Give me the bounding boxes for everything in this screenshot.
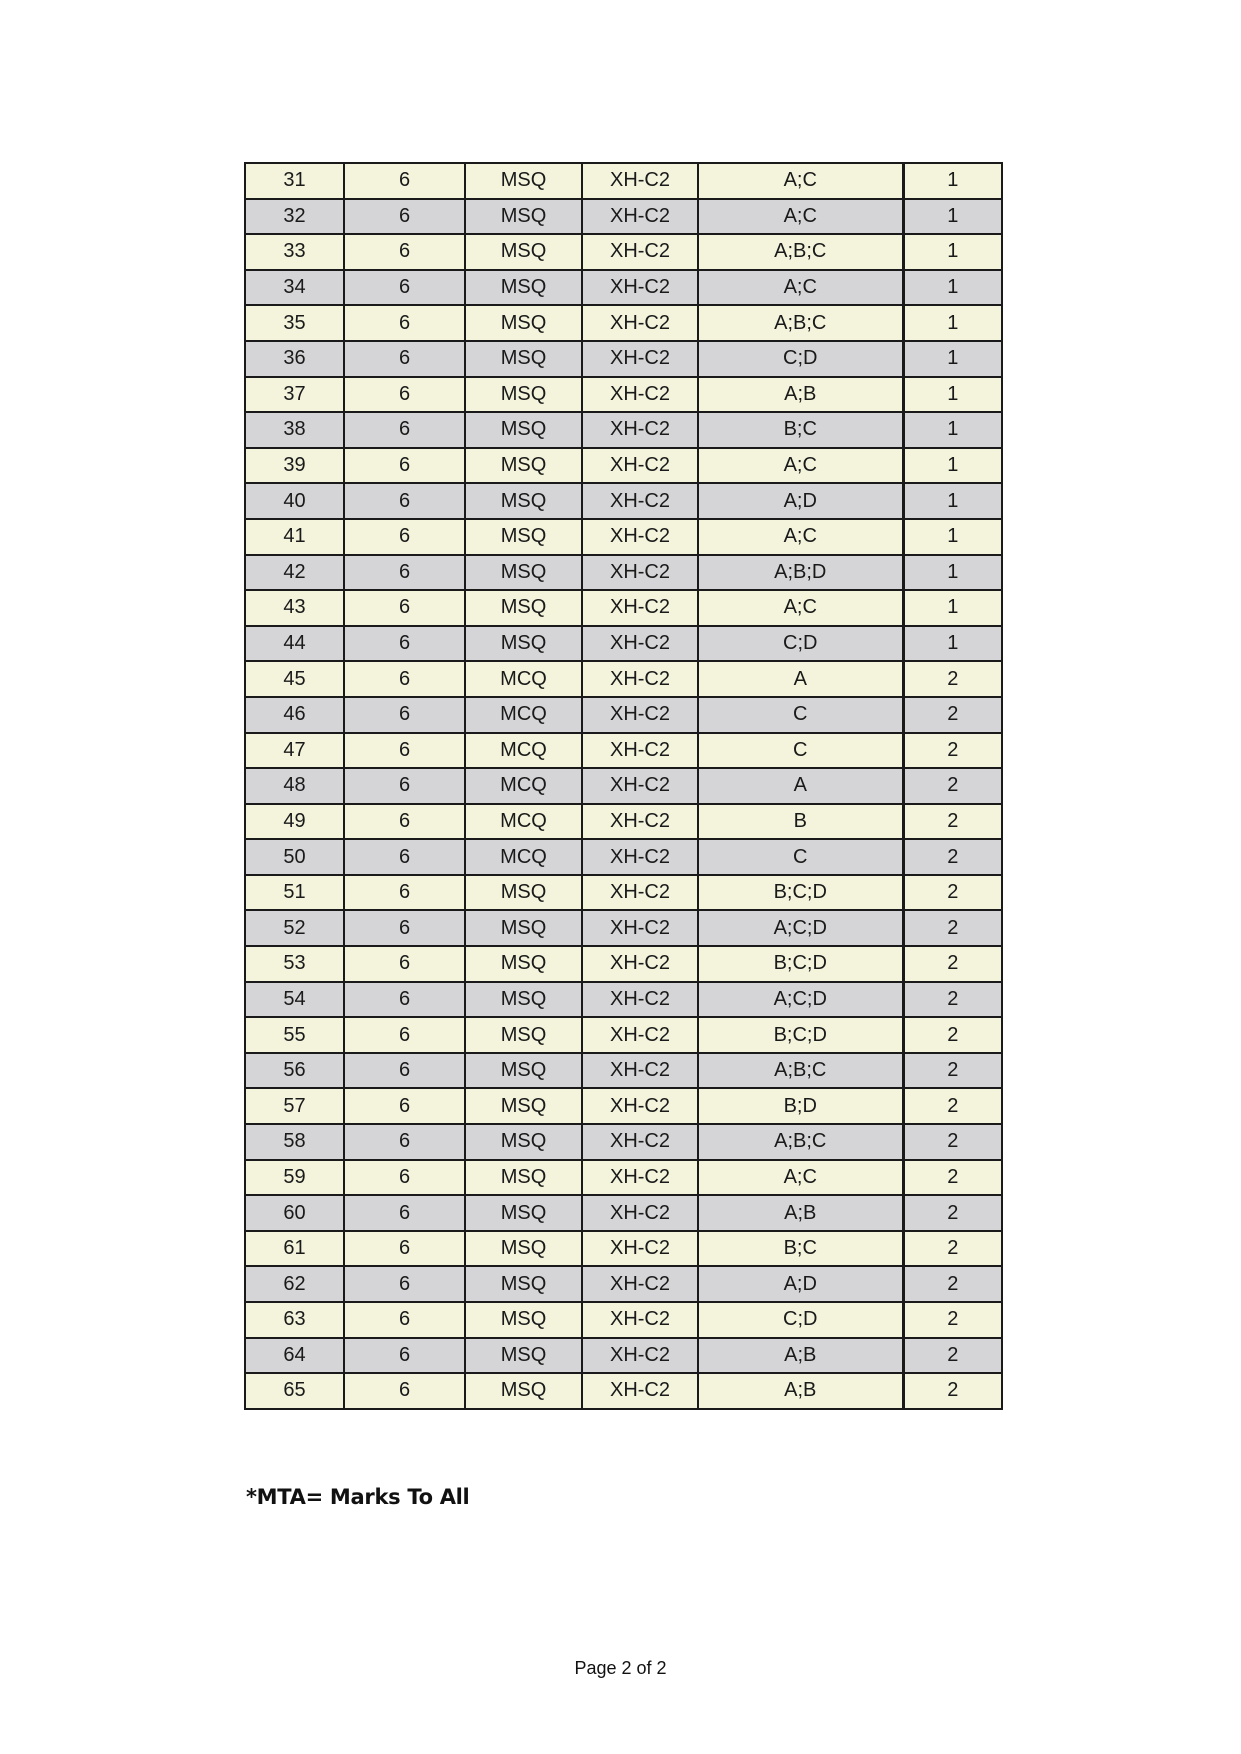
table-row	[245, 626, 1002, 662]
answer-key-cell: A;B;C	[698, 305, 903, 341]
marks-cell: 1	[903, 519, 1002, 555]
question-number-cell: 57	[245, 1088, 344, 1124]
answer-key-cell: B;D	[698, 1088, 903, 1124]
question-number-cell: 35	[245, 305, 344, 341]
section-cell: 6	[344, 1302, 465, 1338]
question-type-cell: MSQ	[465, 1373, 582, 1409]
question-number-cell: 42	[245, 555, 344, 591]
marks-cell: 2	[903, 910, 1002, 946]
question-number-cell: 31	[245, 163, 344, 199]
paper-code-cell: XH-C2	[582, 1266, 698, 1302]
answer-key-cell: A;B	[698, 377, 903, 413]
paper-code-cell: XH-C2	[582, 590, 698, 626]
section-cell: 6	[344, 626, 465, 662]
question-number-cell: 38	[245, 412, 344, 448]
answer-key-cell: B;C	[698, 412, 903, 448]
paper-code-cell: XH-C2	[582, 305, 698, 341]
table-row	[245, 1053, 1002, 1089]
table-row	[245, 234, 1002, 270]
question-type-cell: MSQ	[465, 1338, 582, 1374]
marks-cell: 2	[903, 1017, 1002, 1053]
answer-key-cell: B;C	[698, 1231, 903, 1267]
marks-cell: 1	[903, 448, 1002, 484]
question-type-cell: MSQ	[465, 1195, 582, 1231]
table-row	[245, 839, 1002, 875]
question-number-cell: 46	[245, 697, 344, 733]
table-row	[245, 982, 1002, 1018]
question-type-cell: MSQ	[465, 1160, 582, 1196]
question-number-cell: 49	[245, 804, 344, 840]
table-row	[245, 590, 1002, 626]
section-cell: 6	[344, 270, 465, 306]
paper-code-cell: XH-C2	[582, 1017, 698, 1053]
table-row	[245, 1338, 1002, 1374]
question-type-cell: MSQ	[465, 1088, 582, 1124]
answer-key-cell: C	[698, 697, 903, 733]
question-number-cell: 62	[245, 1266, 344, 1302]
question-number-cell: 51	[245, 875, 344, 911]
question-number-cell: 37	[245, 377, 344, 413]
section-cell: 6	[344, 412, 465, 448]
question-number-cell: 39	[245, 448, 344, 484]
question-number-cell: 48	[245, 768, 344, 804]
question-type-cell: MSQ	[465, 1231, 582, 1267]
paper-code-cell: XH-C2	[582, 448, 698, 484]
paper-code-cell: XH-C2	[582, 412, 698, 448]
question-type-cell: MSQ	[465, 555, 582, 591]
section-cell: 6	[344, 199, 465, 235]
answer-key-cell: A;C	[698, 1160, 903, 1196]
section-cell: 6	[344, 1338, 465, 1374]
table-row	[245, 1302, 1002, 1338]
section-cell: 6	[344, 697, 465, 733]
question-type-cell: MSQ	[465, 910, 582, 946]
paper-code-cell: XH-C2	[582, 946, 698, 982]
question-number-cell: 47	[245, 733, 344, 769]
answer-key-cell: A;C	[698, 270, 903, 306]
answer-key-cell: A;B	[698, 1338, 903, 1374]
paper-code-cell: XH-C2	[582, 555, 698, 591]
marks-cell: 2	[903, 946, 1002, 982]
table-row	[245, 1231, 1002, 1267]
paper-code-cell: XH-C2	[582, 483, 698, 519]
paper-code-cell: XH-C2	[582, 1195, 698, 1231]
section-cell: 6	[344, 555, 465, 591]
section-cell: 6	[344, 946, 465, 982]
question-type-cell: MCQ	[465, 768, 582, 804]
question-type-cell: MCQ	[465, 733, 582, 769]
paper-code-cell: XH-C2	[582, 626, 698, 662]
question-type-cell: MSQ	[465, 163, 582, 199]
marks-cell: 1	[903, 626, 1002, 662]
marks-cell: 1	[903, 412, 1002, 448]
table-row	[245, 768, 1002, 804]
question-type-cell: MSQ	[465, 590, 582, 626]
paper-code-cell: XH-C2	[582, 234, 698, 270]
paper-code-cell: XH-C2	[582, 1124, 698, 1160]
section-cell: 6	[344, 1373, 465, 1409]
table-row	[245, 163, 1002, 199]
table-row	[245, 305, 1002, 341]
section-cell: 6	[344, 590, 465, 626]
answer-key-cell: B;C;D	[698, 1017, 903, 1053]
marks-cell: 2	[903, 768, 1002, 804]
question-type-cell: MCQ	[465, 804, 582, 840]
answer-key-cell: A;B;D	[698, 555, 903, 591]
answer-key-cell: B;C;D	[698, 875, 903, 911]
question-number-cell: 41	[245, 519, 344, 555]
section-cell: 6	[344, 163, 465, 199]
marks-cell: 1	[903, 305, 1002, 341]
marks-cell: 2	[903, 1302, 1002, 1338]
question-number-cell: 55	[245, 1017, 344, 1053]
marks-cell: 2	[903, 733, 1002, 769]
question-type-cell: MCQ	[465, 839, 582, 875]
section-cell: 6	[344, 768, 465, 804]
table-row	[245, 1373, 1002, 1409]
paper-code-cell: XH-C2	[582, 199, 698, 235]
section-cell: 6	[344, 1088, 465, 1124]
marks-cell: 2	[903, 1053, 1002, 1089]
section-cell: 6	[344, 448, 465, 484]
marks-cell: 2	[903, 661, 1002, 697]
table-row	[245, 661, 1002, 697]
question-type-cell: MSQ	[465, 626, 582, 662]
page-number: Page 2 of 2	[574, 1658, 667, 1678]
table-row	[245, 555, 1002, 591]
table-row	[245, 1195, 1002, 1231]
question-number-cell: 56	[245, 1053, 344, 1089]
answer-key-cell: A;B;C	[698, 234, 903, 270]
question-number-cell: 44	[245, 626, 344, 662]
marks-cell: 1	[903, 199, 1002, 235]
question-number-cell: 50	[245, 839, 344, 875]
table-row	[245, 199, 1002, 235]
answer-key-cell: A;C	[698, 163, 903, 199]
question-number-cell: 32	[245, 199, 344, 235]
paper-code-cell: XH-C2	[582, 661, 698, 697]
answer-key-cell: C	[698, 733, 903, 769]
section-cell: 6	[344, 1231, 465, 1267]
question-number-cell: 65	[245, 1373, 344, 1409]
table-row	[245, 377, 1002, 413]
footnote-mta: *MTA= Marks To All	[246, 1485, 470, 1509]
question-type-cell: MSQ	[465, 1053, 582, 1089]
answer-key-cell: A;D	[698, 483, 903, 519]
question-type-cell: MSQ	[465, 448, 582, 484]
marks-cell: 1	[903, 163, 1002, 199]
answer-key-cell: A	[698, 768, 903, 804]
table-row	[245, 697, 1002, 733]
answer-key-cell: B;C;D	[698, 946, 903, 982]
table-row	[245, 448, 1002, 484]
paper-code-cell: XH-C2	[582, 377, 698, 413]
marks-cell: 2	[903, 1124, 1002, 1160]
answer-key-table-body	[245, 163, 1002, 1409]
marks-cell: 1	[903, 270, 1002, 306]
question-type-cell: MSQ	[465, 199, 582, 235]
paper-code-cell: XH-C2	[582, 1338, 698, 1374]
paper-code-cell: XH-C2	[582, 1373, 698, 1409]
table-row	[245, 1088, 1002, 1124]
marks-cell: 2	[903, 697, 1002, 733]
section-cell: 6	[344, 839, 465, 875]
answer-key-cell: A;C	[698, 590, 903, 626]
answer-key-cell: A;C	[698, 199, 903, 235]
section-cell: 6	[344, 377, 465, 413]
paper-code-cell: XH-C2	[582, 163, 698, 199]
table-row	[245, 733, 1002, 769]
marks-cell: 2	[903, 1338, 1002, 1374]
question-number-cell: 59	[245, 1160, 344, 1196]
marks-cell: 2	[903, 1231, 1002, 1267]
answer-key-cell: A;B	[698, 1195, 903, 1231]
question-type-cell: MSQ	[465, 1266, 582, 1302]
section-cell: 6	[344, 341, 465, 377]
question-type-cell: MCQ	[465, 697, 582, 733]
paper-code-cell: XH-C2	[582, 875, 698, 911]
answer-key-table	[244, 162, 1003, 1410]
section-cell: 6	[344, 1266, 465, 1302]
answer-key-cell: A;D	[698, 1266, 903, 1302]
table-row	[245, 804, 1002, 840]
table-row	[245, 1017, 1002, 1053]
table-row	[245, 1266, 1002, 1302]
answer-key-cell: C;D	[698, 341, 903, 377]
paper-code-cell: XH-C2	[582, 1053, 698, 1089]
section-cell: 6	[344, 875, 465, 911]
table-row	[245, 946, 1002, 982]
question-type-cell: MCQ	[465, 661, 582, 697]
marks-cell: 2	[903, 1088, 1002, 1124]
section-cell: 6	[344, 234, 465, 270]
question-type-cell: MSQ	[465, 982, 582, 1018]
marks-cell: 1	[903, 555, 1002, 591]
question-type-cell: MSQ	[465, 270, 582, 306]
question-type-cell: MSQ	[465, 946, 582, 982]
marks-cell: 2	[903, 804, 1002, 840]
question-number-cell: 43	[245, 590, 344, 626]
question-type-cell: MSQ	[465, 483, 582, 519]
question-number-cell: 54	[245, 982, 344, 1018]
section-cell: 6	[344, 305, 465, 341]
section-cell: 6	[344, 733, 465, 769]
marks-cell: 2	[903, 839, 1002, 875]
marks-cell: 2	[903, 1373, 1002, 1409]
question-number-cell: 34	[245, 270, 344, 306]
answer-key-cell: A	[698, 661, 903, 697]
section-cell: 6	[344, 519, 465, 555]
paper-code-cell: XH-C2	[582, 733, 698, 769]
section-cell: 6	[344, 1053, 465, 1089]
question-number-cell: 36	[245, 341, 344, 377]
answer-key-cell: C;D	[698, 1302, 903, 1338]
answer-key-cell: C;D	[698, 626, 903, 662]
question-number-cell: 63	[245, 1302, 344, 1338]
answer-key-cell: B	[698, 804, 903, 840]
question-number-cell: 61	[245, 1231, 344, 1267]
answer-key-cell: A;C	[698, 448, 903, 484]
question-type-cell: MSQ	[465, 1017, 582, 1053]
marks-cell: 1	[903, 234, 1002, 270]
question-number-cell: 64	[245, 1338, 344, 1374]
table-row	[245, 270, 1002, 306]
paper-code-cell: XH-C2	[582, 768, 698, 804]
table-row	[245, 483, 1002, 519]
question-type-cell: MSQ	[465, 519, 582, 555]
section-cell: 6	[344, 1017, 465, 1053]
question-type-cell: MSQ	[465, 412, 582, 448]
marks-cell: 1	[903, 341, 1002, 377]
paper-code-cell: XH-C2	[582, 1302, 698, 1338]
table-row	[245, 341, 1002, 377]
question-number-cell: 60	[245, 1195, 344, 1231]
table-row	[245, 1160, 1002, 1196]
answer-key-cell: A;B;C	[698, 1053, 903, 1089]
question-number-cell: 53	[245, 946, 344, 982]
answer-key-cell: A;C;D	[698, 982, 903, 1018]
answer-key-cell: A;B;C	[698, 1124, 903, 1160]
marks-cell: 1	[903, 377, 1002, 413]
section-cell: 6	[344, 1195, 465, 1231]
paper-code-cell: XH-C2	[582, 982, 698, 1018]
question-type-cell: MSQ	[465, 377, 582, 413]
marks-cell: 2	[903, 875, 1002, 911]
marks-cell: 1	[903, 590, 1002, 626]
question-number-cell: 52	[245, 910, 344, 946]
answer-key-cell: A;C;D	[698, 910, 903, 946]
paper-code-cell: XH-C2	[582, 910, 698, 946]
question-type-cell: MSQ	[465, 234, 582, 270]
table-row	[245, 412, 1002, 448]
answer-key-cell: C	[698, 839, 903, 875]
paper-code-cell: XH-C2	[582, 1160, 698, 1196]
section-cell: 6	[344, 1160, 465, 1196]
paper-code-cell: XH-C2	[582, 839, 698, 875]
question-number-cell: 40	[245, 483, 344, 519]
section-cell: 6	[344, 910, 465, 946]
question-type-cell: MSQ	[465, 1124, 582, 1160]
marks-cell: 2	[903, 982, 1002, 1018]
paper-code-cell: XH-C2	[582, 341, 698, 377]
paper-code-cell: XH-C2	[582, 270, 698, 306]
question-type-cell: MSQ	[465, 1302, 582, 1338]
section-cell: 6	[344, 1124, 465, 1160]
answer-key-cell: A;C	[698, 519, 903, 555]
paper-code-cell: XH-C2	[582, 1231, 698, 1267]
question-type-cell: MSQ	[465, 341, 582, 377]
section-cell: 6	[344, 483, 465, 519]
table-row	[245, 1124, 1002, 1160]
question-type-cell: MSQ	[465, 875, 582, 911]
question-number-cell: 58	[245, 1124, 344, 1160]
paper-code-cell: XH-C2	[582, 804, 698, 840]
question-number-cell: 33	[245, 234, 344, 270]
marks-cell: 2	[903, 1266, 1002, 1302]
marks-cell: 2	[903, 1160, 1002, 1196]
paper-code-cell: XH-C2	[582, 1088, 698, 1124]
section-cell: 6	[344, 661, 465, 697]
marks-cell: 1	[903, 483, 1002, 519]
answer-key-cell: A;B	[698, 1373, 903, 1409]
question-number-cell: 45	[245, 661, 344, 697]
table-row	[245, 910, 1002, 946]
section-cell: 6	[344, 982, 465, 1018]
section-cell: 6	[344, 804, 465, 840]
table-row	[245, 519, 1002, 555]
paper-code-cell: XH-C2	[582, 697, 698, 733]
question-type-cell: MSQ	[465, 305, 582, 341]
marks-cell: 2	[903, 1195, 1002, 1231]
table-row	[245, 875, 1002, 911]
paper-code-cell: XH-C2	[582, 519, 698, 555]
